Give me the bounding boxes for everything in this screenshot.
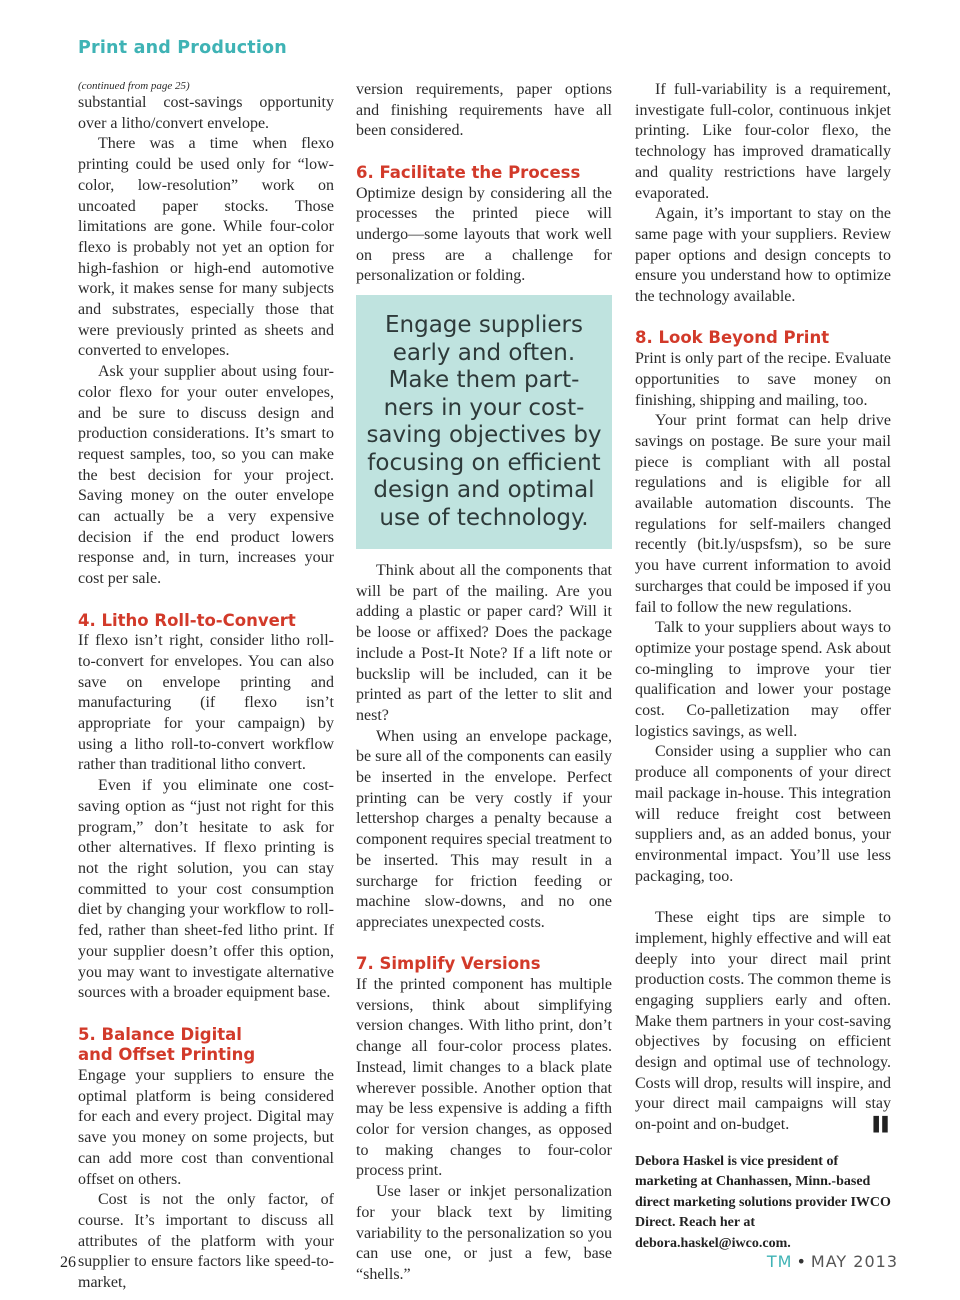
body-paragraph: If full-variability is a requirement, investigate full-color, continuous inkjet printing. Like four-color flexo, the technology has improved dramatically and quality restrictions have largely evaporated.: [635, 81, 891, 202]
body-paragraph: When using an envelope package, be sure all of the components can easily be inserted in the envelope. Perfect printing can be very costly if your lettershop charges a penalty because a component requires special treatment to be inserted. This may result in a surcharge for friction feeding or machine slow-downs, and no one appreciates unexpected costs.: [356, 727, 612, 931]
body-paragraph: Optimize design by considering all the processes the printed piece will undergo—some layouts that work well on press are a challenge for personalization or folding.: [356, 184, 612, 285]
spacer: [78, 590, 334, 611]
issue-date: MAY 2013: [810, 1252, 898, 1271]
article-column-3: [635, 80, 891, 1254]
spacer: [635, 308, 891, 329]
end-of-article-icon: ▌▌: [873, 1117, 891, 1134]
body-paragraph: Talk to your suppliers about ways to optimize your postage spend. Ask about co-mingling to improve your tier qualification and lower your postage cost. Co-palletization may offer logistics savings, as well.: [635, 619, 891, 740]
heading-look-beyond-print: 8. Look Beyond Print: [635, 328, 830, 348]
pull-quote: Engage suppliers early and often. Make them part-ners in your cost-saving objectives by focusing on efficient design and optimal use of technology.: [356, 295, 612, 549]
magazine-logo: TM: [766, 1252, 793, 1271]
article-column-1: [78, 80, 334, 1294]
page-number: 26: [60, 1254, 76, 1271]
magazine-footer: [767, 1252, 898, 1271]
article-column-2: [356, 80, 612, 1286]
body-paragraph: Your print format can help drive savings on postage. Be sure your mail piece is compliant with all postal regulations and is eligible for all available automation discounts. The regulations for self-mailers changed recently (bit.ly/uspsfsm), so be sure you have current information to avoid surcharges that could be imposed if you fail to follow the new regulations.: [635, 412, 891, 616]
spacer: [635, 887, 891, 908]
body-paragraph: Cost is not the only factor, of course. It’s important to discuss all attributes of the platform with your supplier to ensure factors like speed-to-market,: [78, 1191, 334, 1292]
footer-bullet: •: [796, 1252, 807, 1271]
body-paragraph: Consider using a supplier who can produce all components of your direct mail package in-house. This integration will reduce freight cost between suppliers and, as an added bonus, your environmental impact. You’ll use less packaging, too.: [635, 743, 891, 885]
heading-simplify-versions: 7. Simplify Versions: [356, 954, 541, 974]
body-paragraph: If flexo isn’t right, consider litho roll-to-convert for envelopes. You can also save on envelope printing and manufacturing (if flexo isn’t appropriate for your campaign) by using a litho roll-to-convert workflow rather than traditional litho convert.: [78, 632, 334, 774]
continued-note: (continued from page 25): [78, 80, 190, 92]
body-paragraph: Think about all the components that will be part of the mailing. Are you adding a plastic or paper card? Will it be loose or affixed? Does the package include a Post-It Note? If a lift note or buckslip will be included, can it be printed as part of the letter to slit and nest?: [356, 562, 612, 724]
spacer: [356, 142, 612, 163]
spacer: [78, 1004, 334, 1025]
body-paragraph: Ask your supplier about using four-color flexo for your outer envelopes, and be sure to discuss design and production considerations. It’s smart to request samples, too, so you can make the best decision for your project. Saving money on the outer envelope can actually be a very expensive decision if the end product lowers response and, in turn, increases your cost per sale.: [78, 363, 334, 588]
body-paragraph: substantial cost-savings opportunity over a litho/convert envelope.: [78, 94, 334, 132]
conclusion-text: These eight tips are simple to implement, highly effective and will eat deeply into your direct mail print production costs. The common theme is engaging suppliers early and often. Make them partners in your cost-saving objectives by focusing on efficient design and optimal use of technology. Costs will drop, results will inspire, and your direct mail campaigns will stay on-point and on-budget.: [635, 909, 891, 1134]
heading-litho-roll-to-convert: 4. Litho Roll-to-Convert: [78, 610, 296, 630]
heading-line: 5. Balance Digital: [78, 1024, 242, 1044]
heading-balance-digital-offset: [78, 1025, 334, 1066]
body-paragraph: Print is only part of the recipe. Evaluate opportunities to save money on finishing, shipping and mailing, too.: [635, 350, 891, 409]
section-title: Print and Production: [78, 38, 287, 58]
body-paragraph: Engage your suppliers to ensure the optimal platform is being considered for each and every project. Digital may save you money on some projects, but can add more cost than conventional offset on others.: [78, 1067, 334, 1188]
body-paragraph: Use laser or inkjet personalization for your black text by limiting variability to the personalization so you can use one, or just a few, base “shells.”: [356, 1183, 612, 1283]
body-paragraph: There was a time when flexo printing could be used only for “low-color, low-resolution” work on uncoated paper stocks. Those limitations are gone. While four-color flexo is probably not yet an option for high-fashion or high-end automotive work, it makes sense for many subjects and substrates, especially those that were previously printed as sheets and converted to envelopes.: [78, 135, 334, 360]
body-paragraph: Again, it’s important to stay on the same page with your suppliers. Review paper options and design concepts to ensure you understand how to optimize the technology available.: [635, 205, 891, 306]
conclusion-paragraph: [635, 908, 891, 1136]
body-paragraph: If the printed component has multiple versions, think about simplifying version changes. With litho print, don’t change all four-color process plates. Instead, limit changes to a black plate wherever possible. Another option that may be less expensive is adding a fifth color for version changes, as opposed to making changes to four-color process print.: [356, 976, 612, 1180]
heading-line: and Offset Printing: [78, 1045, 256, 1065]
body-paragraph: version requirements, paper options and finishing requirements have all been considered.: [356, 81, 612, 140]
heading-facilitate-process: 6. Facilitate the Process: [356, 162, 581, 182]
author-bio: Debora Haskel is vice president of marketing at Chanhassen, Minn.-based direct marketing solutions provider IWCO Direct. Reach her at debora.haskel@iwco.com.: [635, 1153, 891, 1251]
body-paragraph: Even if you eliminate one cost-saving option as “just not right for this program,” don’t hesitate to ask for other alternatives. If flexo printing is not the right solution, you can stay committed to your cost consumption diet by changing your workflow to roll-fed, rather than sheet-fed litho print. If your supplier doesn’t offer this option, you may want to investigate alternative sources with a broader equipment base.: [78, 777, 334, 1002]
spacer: [356, 934, 612, 955]
